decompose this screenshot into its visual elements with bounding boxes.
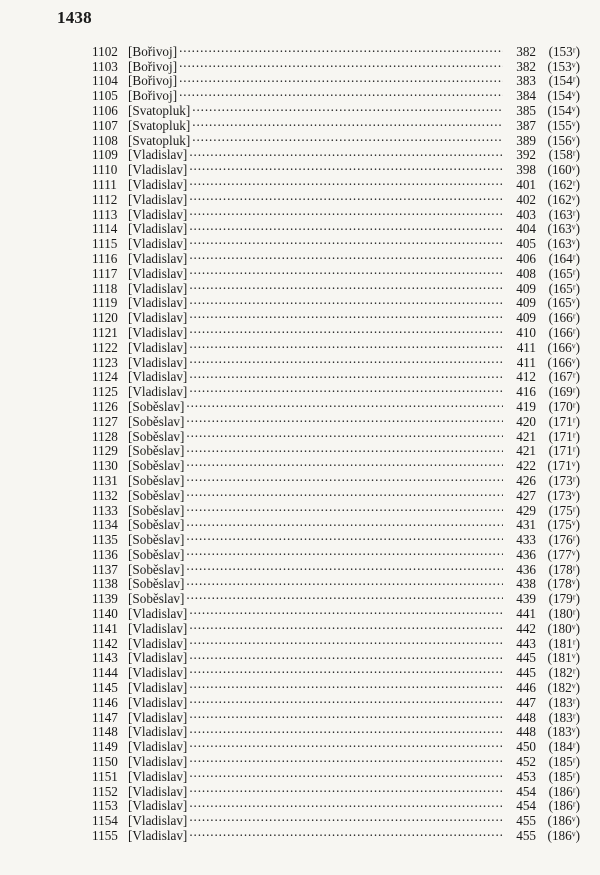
entry-number: 1131 (92, 472, 118, 488)
entry-number: 1116 (92, 250, 118, 266)
entry-name: [Soběslav] (128, 472, 185, 488)
entry-page: 439 (516, 591, 536, 607)
entry-page: 405 (516, 236, 536, 252)
entry-number: 1129 (92, 443, 118, 459)
entry-folio: (154ᵛ) (547, 102, 580, 118)
entry-number: 1134 (92, 517, 118, 533)
entry-name: [Vladislav] (128, 221, 188, 237)
dot-leader (189, 796, 503, 811)
entry-number: 1106 (92, 102, 118, 118)
entry-page: 450 (516, 739, 536, 755)
entry-name: [Soběslav] (128, 532, 185, 548)
entry-number: 1119 (92, 295, 118, 311)
entry-folio: (170ʳ) (548, 398, 580, 414)
entry-page: 402 (516, 191, 536, 207)
entry-name: [Vladislav] (128, 606, 188, 622)
entry-name: [Vladislav] (128, 768, 188, 784)
entry-page: 452 (516, 754, 536, 770)
entry-number: 1127 (92, 413, 118, 429)
dot-leader (189, 204, 503, 219)
dot-leader (186, 455, 503, 470)
entry-folio: (183ʳ) (548, 709, 580, 725)
entry-page: 441 (516, 606, 536, 622)
entry-page: 447 (516, 694, 536, 710)
dot-leader (186, 588, 503, 603)
entry-number: 1138 (92, 576, 118, 592)
dot-leader (189, 662, 503, 677)
entry-number: 1136 (92, 546, 118, 562)
entry-name: [Vladislav] (128, 798, 188, 814)
entry-name: [Soběslav] (128, 561, 185, 577)
entry-folio: (176ʳ) (548, 532, 580, 548)
entry-page: 385 (516, 102, 536, 118)
entry-page: 411 (516, 354, 536, 370)
entry-folio: (169ʳ) (548, 384, 580, 400)
entry-folio: (182ʳ) (548, 665, 580, 681)
entry-page: 436 (516, 561, 536, 577)
entry-name: [Vladislav] (128, 665, 188, 681)
entry-page: 383 (516, 73, 536, 89)
entry-number: 1114 (92, 221, 118, 237)
entry-folio: (154ᵛ) (547, 88, 580, 104)
entry-name: [Soběslav] (128, 443, 185, 459)
entry-page: 446 (516, 680, 536, 696)
entry-name: [Vladislav] (128, 680, 188, 696)
entry-name: [Soběslav] (128, 517, 185, 533)
entry-folio: (171ᵛ) (547, 458, 580, 474)
dot-leader (192, 115, 503, 130)
dot-leader (179, 71, 503, 86)
entry-page: 438 (516, 576, 536, 592)
entry-name: [Svatopluk] (128, 132, 191, 148)
entry-folio: (184ʳ) (548, 739, 580, 755)
entry-page: 409 (516, 295, 536, 311)
entry-number: 1103 (92, 58, 118, 74)
entry-page: 416 (516, 384, 536, 400)
entry-number: 1154 (92, 813, 118, 829)
entry-number: 1145 (92, 680, 118, 696)
entry-folio: (162ᵛ) (547, 191, 580, 207)
entry-number: 1142 (92, 635, 118, 651)
entry-folio: (156ᵛ) (547, 132, 580, 148)
entry-number: 1151 (92, 768, 118, 784)
entry-page: 406 (516, 250, 536, 266)
entry-folio: (173ᵛ) (547, 487, 580, 503)
entry-name: [Vladislav] (128, 369, 188, 385)
entry-name: [Vladislav] (128, 828, 188, 844)
entry-folio: (185ʳ) (548, 754, 580, 770)
dot-leader (186, 574, 503, 589)
dot-leader (189, 248, 503, 263)
entry-name: [Svatopluk] (128, 102, 191, 118)
entry-name: [Vladislav] (128, 754, 188, 770)
entry-folio: (175ᵛ) (547, 517, 580, 533)
entry-number: 1121 (92, 324, 118, 340)
entry-page: 411 (516, 339, 536, 355)
entry-number: 1155 (92, 828, 118, 844)
entry-name: [Vladislav] (128, 265, 188, 281)
entry-number: 1126 (92, 398, 118, 414)
entry-folio: (163ᵛ) (547, 236, 580, 252)
entry-number: 1140 (92, 606, 118, 622)
dot-leader (179, 56, 503, 71)
entry-folio: (173ʳ) (548, 472, 580, 488)
entry-number: 1135 (92, 532, 118, 548)
entry-number: 1124 (92, 369, 118, 385)
entry-name: [Soběslav] (128, 502, 185, 518)
entry-page: 422 (516, 458, 536, 474)
entry-name: [Vladislav] (128, 650, 188, 666)
entry-folio: (153ʳ) (548, 43, 580, 59)
entry-folio: (160ᵛ) (547, 162, 580, 178)
entry-number: 1152 (92, 783, 118, 799)
dot-leader (189, 219, 503, 234)
entry-name: [Vladislav] (128, 739, 188, 755)
dot-leader (186, 411, 503, 426)
entry-number: 1112 (92, 191, 118, 207)
entry-page: 409 (516, 310, 536, 326)
entry-folio: (171ʳ) (548, 443, 580, 459)
entry-name: [Vladislav] (128, 191, 188, 207)
page-number: 1438 (57, 8, 92, 27)
dot-leader (186, 485, 503, 500)
entry-number: 1122 (92, 339, 118, 355)
entry-number: 1128 (92, 428, 118, 444)
entry-page: 436 (516, 546, 536, 562)
entry-folio: (163ᵛ) (547, 221, 580, 237)
dot-leader (189, 337, 503, 352)
dot-leader (189, 810, 503, 825)
entry-name: [Vladislav] (128, 280, 188, 296)
entry-page: 401 (516, 176, 536, 192)
entry-number: 1125 (92, 384, 118, 400)
entry-name: [Soběslav] (128, 398, 185, 414)
entry-folio: (186ʳ) (548, 783, 580, 799)
entry-number: 1109 (92, 147, 118, 163)
entry-page: 419 (516, 398, 536, 414)
dot-leader (186, 396, 503, 411)
dot-leader (192, 100, 503, 115)
entry-page: 382 (516, 58, 536, 74)
entry-folio: (163ʳ) (548, 206, 580, 222)
dot-leader (189, 722, 503, 737)
entry-folio: (171ʳ) (548, 428, 580, 444)
entry-folio: (166ᵛ) (547, 354, 580, 370)
entry-folio: (182ᵛ) (547, 680, 580, 696)
dot-leader (189, 307, 503, 322)
entry-page: 412 (516, 369, 536, 385)
entry-folio: (158ʳ) (548, 147, 580, 163)
entry-name: [Vladislav] (128, 783, 188, 799)
entry-number: 1108 (92, 132, 118, 148)
entry-folio: (165ʳ) (548, 280, 580, 296)
entry-page: 420 (516, 413, 536, 429)
entry-folio: (171ʳ) (548, 413, 580, 429)
dot-leader (186, 559, 503, 574)
dot-leader (189, 633, 503, 648)
entry-folio: (179ʳ) (548, 591, 580, 607)
entry-page: 389 (516, 132, 536, 148)
entry-page: 426 (516, 472, 536, 488)
dot-leader (189, 263, 503, 278)
dot-leader (189, 381, 503, 396)
entry-number: 1105 (92, 88, 118, 104)
index-list (92, 41, 580, 844)
entry-name: [Vladislav] (128, 620, 188, 636)
entry-name: [Soběslav] (128, 458, 185, 474)
entry-page: 442 (516, 620, 536, 636)
entry-name: [Vladislav] (128, 709, 188, 725)
entry-page: 429 (516, 502, 536, 518)
entry-folio: (178ᵛ) (547, 576, 580, 592)
dot-leader (189, 781, 503, 796)
entry-folio: (166ʳ) (548, 324, 580, 340)
entry-number: 1143 (92, 650, 118, 666)
entry-page: 448 (516, 724, 536, 740)
entry-folio: (183ʳ) (548, 694, 580, 710)
entry-page: 433 (516, 532, 536, 548)
entry-number: 1130 (92, 458, 118, 474)
entry-number: 1102 (92, 43, 118, 59)
dot-leader (189, 174, 503, 189)
entry-folio: (167ʳ) (548, 369, 580, 385)
entry-page: 448 (516, 709, 536, 725)
dot-leader (189, 278, 503, 293)
entry-name: [Bořivoj] (128, 58, 178, 74)
entry-folio: (166ᵛ) (547, 339, 580, 355)
entry-number: 1137 (92, 561, 118, 577)
entry-name: [Vladislav] (128, 354, 188, 370)
entry-page: 410 (516, 324, 536, 340)
entry-folio: (181ʳ) (548, 635, 580, 651)
dot-leader (192, 130, 503, 145)
index-entry (92, 41, 580, 59)
entry-name: [Vladislav] (128, 339, 188, 355)
entry-number: 1113 (92, 206, 118, 222)
entry-name: [Vladislav] (128, 250, 188, 266)
entry-name: [Vladislav] (128, 384, 188, 400)
dot-leader (186, 500, 503, 515)
entry-number: 1141 (92, 620, 118, 636)
dot-leader (189, 322, 503, 337)
entry-number: 1110 (92, 162, 118, 178)
dot-leader (189, 736, 503, 751)
entry-folio: (177ᵛ) (547, 546, 580, 562)
entry-name: [Vladislav] (128, 206, 188, 222)
entry-number: 1115 (92, 236, 118, 252)
entry-page: 445 (516, 650, 536, 666)
entry-folio: (181ᵛ) (547, 650, 580, 666)
dot-leader (186, 470, 503, 485)
entry-page: 421 (516, 443, 536, 459)
entry-number: 1147 (92, 709, 118, 725)
dot-leader (189, 352, 503, 367)
dot-leader (189, 618, 503, 633)
entry-page: 382 (516, 43, 536, 59)
entry-name: [Svatopluk] (128, 117, 191, 133)
dot-leader (189, 677, 503, 692)
entry-page: 409 (516, 280, 536, 296)
entry-number: 1144 (92, 665, 118, 681)
entry-folio: (178ʳ) (548, 561, 580, 577)
entry-number: 1153 (92, 798, 118, 814)
entry-name: [Soběslav] (128, 576, 185, 592)
dot-leader (186, 441, 503, 456)
dot-leader (186, 515, 503, 530)
entry-name: [Vladislav] (128, 635, 188, 651)
entry-page: 455 (516, 813, 536, 829)
entry-page: 392 (516, 147, 536, 163)
entry-name: [Vladislav] (128, 694, 188, 710)
entry-name: [Vladislav] (128, 162, 188, 178)
entry-number: 1123 (92, 354, 118, 370)
entry-page: 421 (516, 428, 536, 444)
entry-folio: (166ʳ) (548, 310, 580, 326)
entry-folio: (183ᵛ) (547, 724, 580, 740)
dot-leader (189, 159, 503, 174)
dot-leader (189, 367, 503, 382)
entry-page: 443 (516, 635, 536, 651)
entry-name: [Bořivoj] (128, 88, 178, 104)
entry-number: 1139 (92, 591, 118, 607)
entry-folio: (185ʳ) (548, 768, 580, 784)
dot-leader (189, 293, 503, 308)
entry-folio: (164ʳ) (548, 250, 580, 266)
entry-number: 1148 (92, 724, 118, 740)
entry-number: 1120 (92, 310, 118, 326)
entry-page: 387 (516, 117, 536, 133)
entry-folio: (155ᵛ) (547, 117, 580, 133)
dot-leader (186, 544, 503, 559)
entry-number: 1146 (92, 694, 118, 710)
dot-leader (189, 751, 503, 766)
entry-folio: (180ʳ) (548, 606, 580, 622)
entry-name: [Vladislav] (128, 310, 188, 326)
dot-leader (189, 233, 503, 248)
entry-number: 1111 (92, 176, 117, 192)
entry-name: [Soběslav] (128, 546, 185, 562)
dot-leader (189, 707, 503, 722)
dot-leader (189, 189, 503, 204)
entry-number: 1117 (92, 265, 118, 281)
entry-number: 1149 (92, 739, 118, 755)
entry-name: [Vladislav] (128, 147, 188, 163)
entry-number: 1107 (92, 117, 118, 133)
entry-folio: (175ʳ) (548, 502, 580, 518)
entry-folio: (186ᵛ) (547, 813, 580, 829)
entry-folio: (162ʳ) (548, 176, 580, 192)
entry-name: [Bořivoj] (128, 73, 178, 89)
dot-leader (189, 825, 503, 840)
entry-name: [Soběslav] (128, 487, 185, 503)
entry-page: 427 (516, 487, 536, 503)
entry-name: [Vladislav] (128, 324, 188, 340)
entry-page: 404 (516, 221, 536, 237)
entry-page: 454 (516, 798, 536, 814)
entry-name: [Soběslav] (128, 413, 185, 429)
dot-leader (186, 426, 503, 441)
entry-number: 1133 (92, 502, 118, 518)
entry-page: 408 (516, 265, 536, 281)
entry-number: 1150 (92, 754, 118, 770)
entry-page: 454 (516, 783, 536, 799)
entry-page: 453 (516, 768, 536, 784)
entry-name: [Vladislav] (128, 813, 188, 829)
entry-name: [Vladislav] (128, 176, 188, 192)
dot-leader (189, 766, 503, 781)
dot-leader (189, 145, 503, 160)
dot-leader (189, 692, 503, 707)
entry-page: 398 (516, 162, 536, 178)
entry-name: [Bořivoj] (128, 43, 178, 59)
entry-name: [Vladislav] (128, 236, 188, 252)
entry-page: 431 (516, 517, 536, 533)
entry-number: 1132 (92, 487, 118, 503)
entry-name: [Soběslav] (128, 428, 185, 444)
entry-number: 1118 (92, 280, 118, 296)
dot-leader (186, 529, 503, 544)
entry-name: [Soběslav] (128, 591, 185, 607)
entry-page: 455 (516, 828, 536, 844)
entry-page: 384 (516, 88, 536, 104)
entry-folio: (186ᵛ) (547, 828, 580, 844)
dot-leader (179, 41, 503, 56)
entry-name: [Vladislav] (128, 724, 188, 740)
entry-folio: (186ʳ) (548, 798, 580, 814)
entry-folio: (154ʳ) (548, 73, 580, 89)
entry-page: 403 (516, 206, 536, 222)
dot-leader (189, 603, 503, 618)
dot-leader (189, 648, 503, 663)
entry-page: 445 (516, 665, 536, 681)
entry-number: 1104 (92, 73, 118, 89)
entry-name: [Vladislav] (128, 295, 188, 311)
entry-folio: (165ᵛ) (547, 295, 580, 311)
entry-folio: (165ʳ) (548, 265, 580, 281)
entry-folio: (180ᵛ) (547, 620, 580, 636)
dot-leader (179, 85, 503, 100)
entry-folio: (153ᵛ) (547, 58, 580, 74)
